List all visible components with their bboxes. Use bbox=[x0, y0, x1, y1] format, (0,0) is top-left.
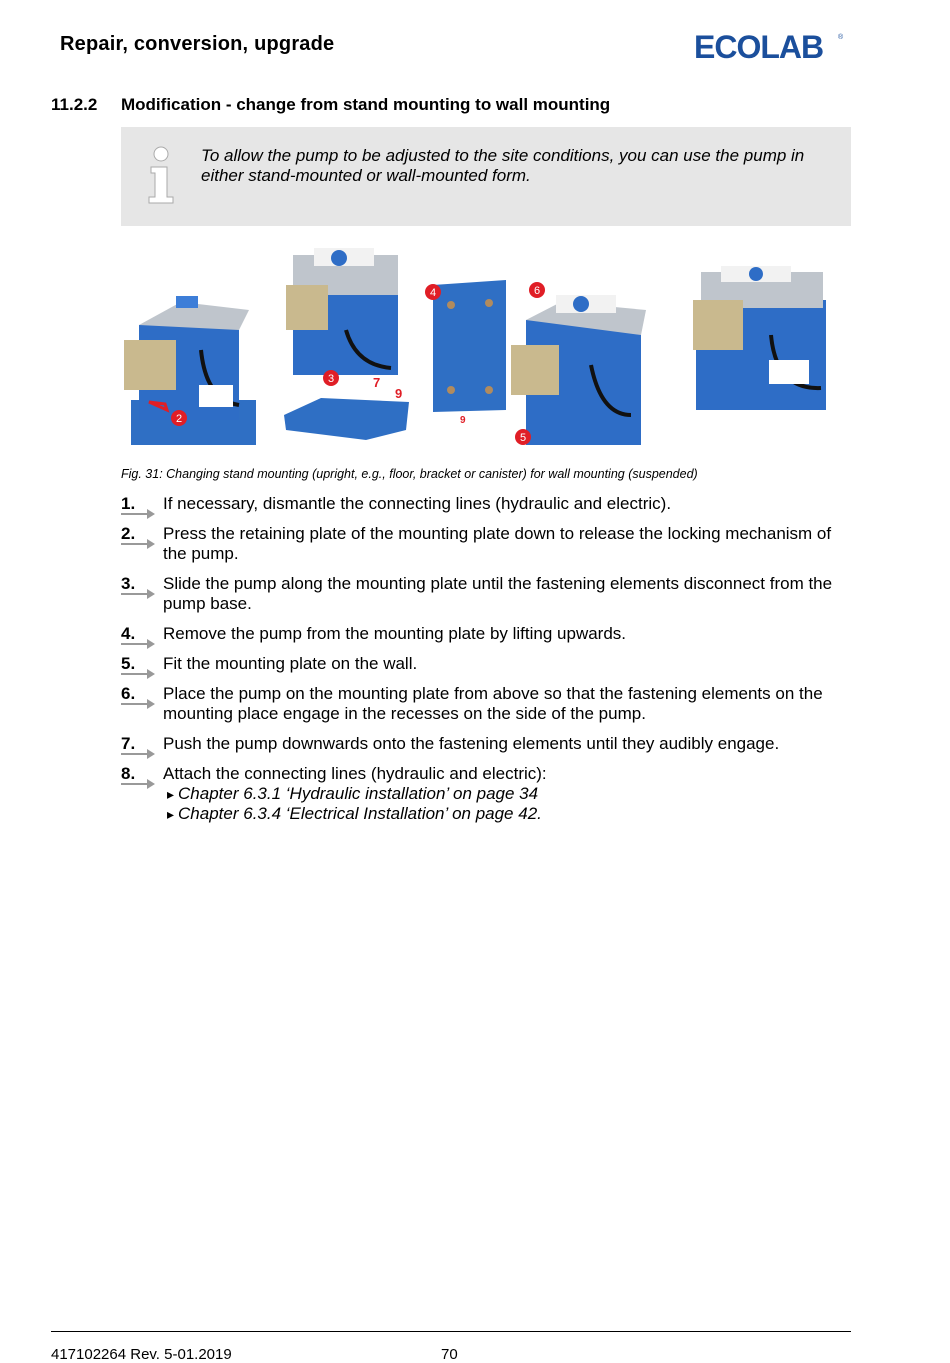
callout-9-lower bbox=[460, 415, 466, 426]
mounting-plate-flat bbox=[284, 398, 409, 440]
step-arrow-icon bbox=[121, 589, 157, 599]
step-text: Fit the mounting plate on the wall. bbox=[163, 654, 418, 673]
svg-text:6: 6 bbox=[533, 285, 541, 297]
section-heading bbox=[51, 95, 610, 115]
callout-3 bbox=[323, 370, 339, 386]
step-text: Place the pump on the mounting plate from above so that the fastening elements on the mounting place engage in the recesses on the side of the pump. bbox=[163, 684, 823, 723]
callout-5 bbox=[515, 429, 531, 445]
svg-text:7: 7 bbox=[373, 375, 381, 390]
step-arrow-icon bbox=[121, 779, 157, 789]
section-number: 11.2.2 bbox=[51, 95, 98, 114]
footer-page-number: 70 bbox=[441, 1346, 458, 1363]
step-item bbox=[121, 574, 851, 614]
pump-stand-mounted bbox=[124, 296, 256, 445]
step-arrow-icon bbox=[121, 509, 157, 519]
svg-text:®: ® bbox=[838, 34, 844, 41]
step-number: 1. bbox=[121, 494, 157, 514]
chapter-link-hydraulic[interactable]: ▸ Chapter 6.3.1 ‘Hydraulic installation’ on page 34 bbox=[167, 784, 539, 803]
link-arrow-icon: ▸ bbox=[167, 806, 175, 822]
wall-mounting-plate bbox=[433, 280, 506, 412]
footer-document-id: 417102264 Rev. 5-01.2019 bbox=[51, 1346, 232, 1363]
info-icon bbox=[145, 145, 177, 205]
svg-text:5: 5 bbox=[519, 432, 527, 444]
step-arrow-icon bbox=[121, 639, 157, 649]
step-number: 2. bbox=[121, 524, 157, 544]
ecolab-logo bbox=[694, 29, 844, 63]
step-number: 5. bbox=[121, 654, 157, 674]
step-item bbox=[121, 684, 851, 724]
callout-7-9 bbox=[373, 375, 402, 401]
svg-text:9: 9 bbox=[460, 415, 466, 426]
callout-4 bbox=[425, 284, 441, 300]
step-item bbox=[121, 734, 851, 754]
callout-6 bbox=[529, 282, 545, 298]
step-text: Slide the pump along the mounting plate until the fastening elements disconnect from the pump base. bbox=[163, 574, 833, 613]
page-header-title: Repair, conversion, upgrade bbox=[60, 33, 335, 55]
step-number: 4. bbox=[121, 624, 157, 644]
step-arrow-icon bbox=[121, 669, 157, 679]
note-text: To allow the pump to be adjusted to the site conditions, you can use the pump in either stand-mounted or wall-mounted form. bbox=[201, 146, 805, 185]
step-text: Press the retaining plate of the mounting plate down to release the locking mechanism of the pump. bbox=[163, 524, 832, 563]
link-arrow-icon: ▸ bbox=[167, 786, 175, 802]
chapter-link-electrical[interactable]: ▸ Chapter 6.3.4 ‘Electrical Installation’ on page 42. bbox=[167, 804, 542, 823]
step-text: If necessary, dismantle the connecting lines (hydraulic and electric). bbox=[163, 494, 672, 513]
svg-text:3: 3 bbox=[327, 373, 335, 385]
footer-divider bbox=[51, 1331, 851, 1332]
step-arrow-icon bbox=[121, 539, 157, 549]
section-title: Modification - change from stand mounting to wall mounting bbox=[121, 95, 611, 114]
figure-caption: Fig. 31: Changing stand mounting (upright, e.g., floor, bracket or canister) for wall mounting (suspended) bbox=[121, 467, 698, 481]
step-text: Remove the pump from the mounting plate by lifting upwards. bbox=[163, 624, 627, 643]
step-item bbox=[121, 624, 851, 644]
pump-wall-mounted-final bbox=[693, 266, 826, 410]
step-number: 3. bbox=[121, 574, 157, 594]
step-number: 6. bbox=[121, 684, 157, 704]
step-item bbox=[121, 654, 851, 674]
info-note bbox=[121, 127, 851, 226]
pump-mounting-figure bbox=[121, 240, 851, 455]
step-arrow-icon bbox=[121, 699, 157, 709]
instruction-steps bbox=[121, 494, 851, 834]
pump-wall-mounted-engaging bbox=[511, 295, 646, 445]
svg-text:ECOLAB: ECOLAB bbox=[694, 29, 824, 63]
step-number: 7. bbox=[121, 734, 157, 754]
step-item bbox=[121, 764, 851, 824]
step-item bbox=[121, 524, 851, 564]
pump-lifted bbox=[286, 248, 398, 375]
svg-text:9: 9 bbox=[395, 386, 403, 401]
svg-text:2: 2 bbox=[175, 413, 183, 425]
step-item bbox=[121, 494, 851, 514]
step-text: Attach the connecting lines (hydraulic and electric): ▸ Chapter 6.3.1 ‘Hydraulic installation’ on page 34 ▸ Chapter 6.3.4 ‘Electrical Installation’ on page 42. bbox=[163, 764, 851, 824]
step-number: 8. bbox=[121, 764, 157, 784]
svg-text:4: 4 bbox=[429, 287, 437, 299]
step-arrow-icon bbox=[121, 749, 157, 759]
step-text: Push the pump downwards onto the fastening elements until they audibly engage. bbox=[163, 734, 780, 753]
